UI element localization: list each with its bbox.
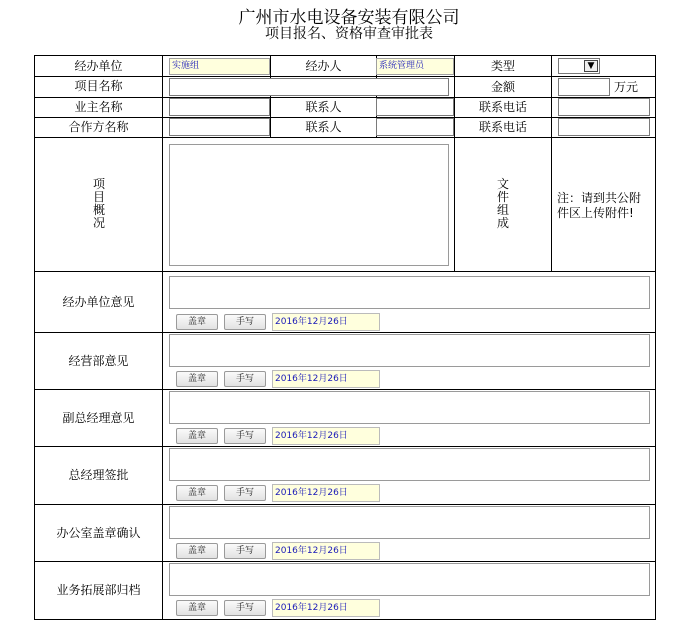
owner-label: 业主名称 [74,100,123,114]
opinion-textarea-dept[interactable] [169,276,650,309]
owner-field[interactable] [169,98,270,116]
opinion-date-business[interactable]: 2016年12月26日 [272,370,380,388]
handwrite-button[interactable]: 手写 [224,371,266,387]
opinion-date-archive[interactable]: 2016年12月26日 [272,599,380,617]
overview-label: 项 目 概 况 [92,177,105,230]
project-name-label: 项目名称 [74,79,123,93]
handler-field[interactable]: 系统管理员 [376,58,454,75]
project-name-field[interactable] [169,78,449,96]
opinion-textarea-deputy-gm[interactable] [169,391,650,424]
opinion-label-office: 办公室盖章确认 [56,526,141,540]
approval-form [34,55,656,620]
form-title: 项目报名、资格审查审批表 [265,26,433,42]
overview-textarea[interactable] [169,144,449,266]
opinion-date-gm[interactable]: 2016年12月26日 [272,484,380,502]
files-label: 文 件 组 成 [496,177,509,230]
opinion-date-deputy-gm[interactable]: 2016年12月26日 [272,427,380,445]
partner-label: 合作方名称 [68,120,129,134]
opinion-label-gm: 总经理签批 [68,468,129,482]
stamp-button[interactable]: 盖章 [176,600,218,616]
opinion-date-office[interactable]: 2016年12月26日 [272,542,380,560]
stamp-button[interactable]: 盖章 [176,543,218,559]
owner-phone-field[interactable] [558,98,650,116]
partner-phone-field[interactable] [558,118,650,136]
attachment-note: 注：请到共公附件区上传附件! [557,191,642,220]
handwrite-button[interactable]: 手写 [224,485,266,501]
amount-unit: 万元 [613,80,638,94]
partner-phone-label: 联系电话 [478,120,527,134]
handwrite-button[interactable]: 手写 [224,600,266,616]
stamp-button[interactable]: 盖章 [176,314,218,330]
owner-contact-field[interactable] [376,98,454,116]
opinion-textarea-business[interactable] [169,334,650,367]
amount-label: 金额 [490,80,515,94]
opinion-textarea-gm[interactable] [169,448,650,481]
opinion-label-business: 经营部意见 [68,354,129,368]
owner-phone-label: 联系电话 [478,100,527,114]
opinion-label-deputy-gm: 副总经理意见 [62,411,135,425]
opinion-textarea-office[interactable] [169,506,650,539]
owner-contact-label: 联系人 [305,100,342,114]
opinion-textarea-archive[interactable] [169,563,650,596]
partner-field[interactable] [169,118,270,136]
handwrite-button[interactable]: 手写 [224,428,266,444]
stamp-button[interactable]: 盖章 [176,428,218,444]
type-select[interactable] [558,58,600,74]
amount-field[interactable] [558,78,610,96]
opinion-date-dept[interactable]: 2016年12月26日 [272,313,380,331]
chevron-down-icon[interactable]: ▼ [584,60,598,72]
stamp-button[interactable]: 盖章 [176,485,218,501]
handwrite-button[interactable]: 手写 [224,543,266,559]
opinion-label-dept: 经办单位意见 [62,295,135,309]
dept-field[interactable]: 实施组 [169,58,270,75]
dept-label: 经办单位 [74,59,123,73]
partner-contact-label: 联系人 [305,120,342,134]
partner-contact-field[interactable] [376,118,454,136]
opinion-label-archive: 业务拓展部归档 [56,583,141,597]
handler-label: 经办人 [305,59,342,73]
stamp-button[interactable]: 盖章 [176,371,218,387]
type-label: 类型 [490,59,515,73]
handwrite-button[interactable]: 手写 [224,314,266,330]
company-title: 广州市水电设备安装有限公司 [238,8,460,28]
